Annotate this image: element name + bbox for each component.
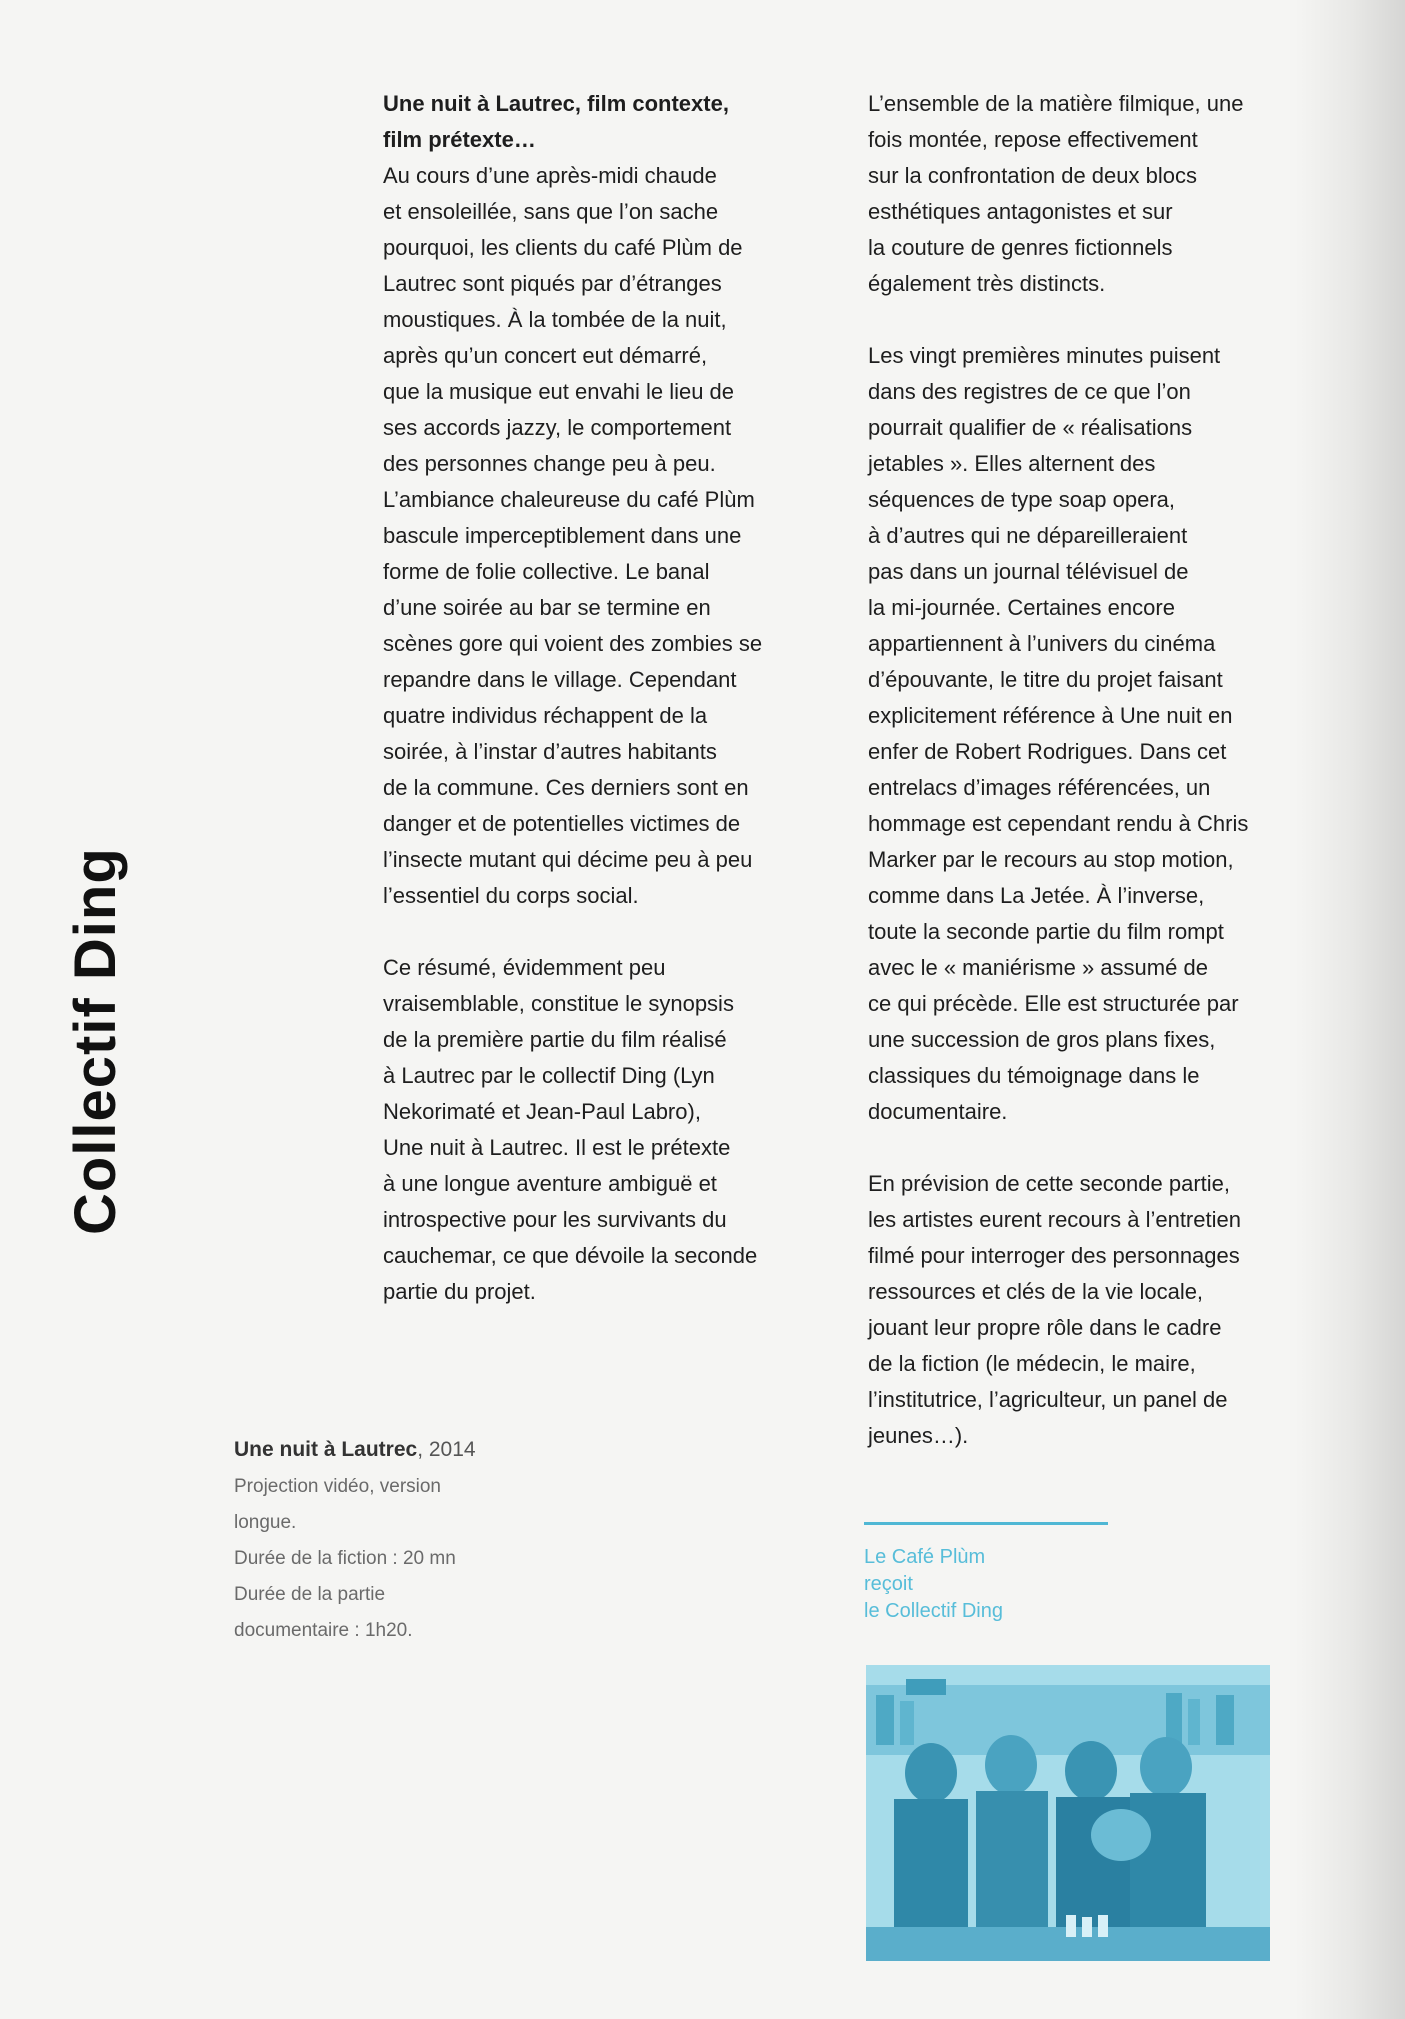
caption-line-3: le Collectif Ding	[864, 1600, 1003, 1622]
group-photo-illustration	[866, 1665, 1270, 1961]
lead-heading: Une nuit à Lautrec, film contexte, film prétexte…	[383, 91, 729, 152]
work-credits	[234, 1432, 554, 1649]
work-year: , 2014	[417, 1438, 476, 1461]
caption-line-2: reçoit	[864, 1573, 913, 1595]
right-paragraph-1: L’ensemble de la matière filmique, une fois montée, repose effectivement sur la confrontation de deux blocs esthétiques antagonistes et sur la couture de genres fictionnels également très distincts.	[868, 91, 1244, 296]
left-paragraph-2: Ce résumé, évidemment peu vraisemblable, constitue le synopsis de la première partie du film réalisé à Lautrec par le collectif Ding (Lyn Nekorimaté et Jean-Paul Labro), Une nuit à Lautrec. Il est le prétexte à une longue aventure ambiguë et introspective pour les survivants du cauchemar, ce que dévoile la seconde partie du projet.	[383, 955, 758, 1304]
right-paragraph-3: En prévision de cette seconde partie, les artistes eurent recours à l’entretien filmé pour interroger des personnages ressources et clés de la vie locale, jouant leur propre rôle dans le cadre de la fiction (le médecin, le maire, l’institutrice, l’agriculteur, un panel de jeunes…).	[868, 1171, 1241, 1448]
credit-line-fiction-duration: Durée de la fiction : 20 mn	[234, 1548, 456, 1569]
right-column	[868, 86, 1338, 1490]
vertical-title: Collectif Ding	[63, 847, 128, 1235]
left-paragraph-1: Au cours d’une après-midi chaude et ensoleillée, sans que l’on sache pourquoi, les clients du café Plùm de Lautrec sont piqués par d’étranges moustiques. À la tombée de la nuit, après qu’un concert eut démarré, que la musique eut envahi le lieu de ses accords jazzy, le comportement des personnes change peu à peu. L’ambiance chaleureuse du café Plùm bascule imperceptiblement dans une forme de folie collective. Le banal d’une soirée au bar se termine en scènes gore qui voient des zombies se repandre dans le village. Cependant quatre individus réchappent de la soirée, à l’instar d’autres habitants de la commune. Ces derniers sont en danger et de potentielles victimes de l’insecte mutant qui décime peu à peu l’essentiel du corps social.	[383, 163, 763, 908]
caption-rule	[864, 1522, 1108, 1525]
work-title: Une nuit à Lautrec	[234, 1438, 418, 1461]
credit-line-documentary-duration: Durée de la partie documentaire : 1h20.	[234, 1584, 413, 1641]
photo-caption	[864, 1544, 1164, 1625]
right-paragraph-2: Les vingt premières minutes puisent dans des registres de ce que l’on pourrait qualifier de « réalisations jetables ». Elles alternent des séquences de type soap opera, à d’autres qui ne dépareilleraient pas dans un journal télévisuel de la mi-journée. Certaines encore appartiennent à l’univers du cinéma d’épouvante, le titre du projet faisant explicitement référence à Une nuit en enfer de Robert Rodrigues. Dans cet entrelacs d’images référencées, un hommage est cependant rendu à Chris Marker par le recours au stop motion, comme dans La Jetée. À l’inverse, toute la seconde partie du film rompt avec le « maniérisme » assumé de ce qui précède. Elle est structurée par une succession de gros plans fixes, classiques du témoignage dans le documentaire.	[868, 343, 1249, 1124]
left-column	[383, 86, 833, 1346]
credit-line-format: Projection vidéo, version longue.	[234, 1476, 441, 1533]
caption-line-1: Le Café Plùm	[864, 1546, 986, 1568]
group-photo	[866, 1665, 1270, 1961]
